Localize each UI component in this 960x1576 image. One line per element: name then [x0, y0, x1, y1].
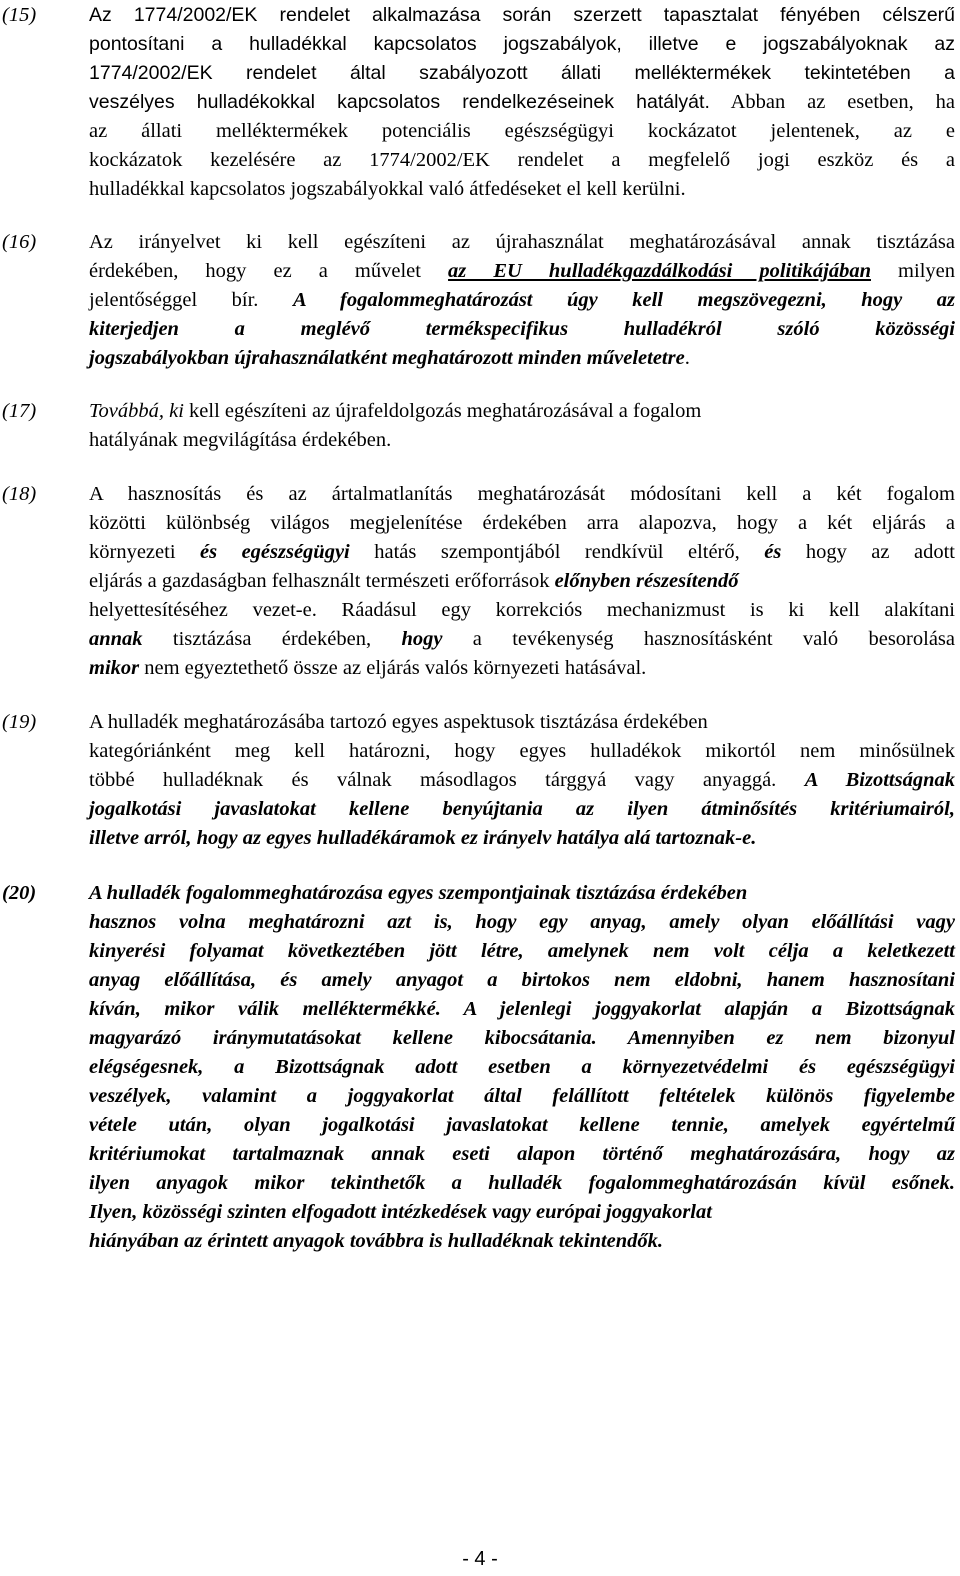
text-line	[89, 397, 955, 426]
amended-text: jogszabályokban újrahasználatként meghatározott minden műveletetre	[89, 347, 685, 369]
text-line: A hulladék fogalommeghatározása egyes szempontjainak tisztázása érdekében	[89, 882, 748, 904]
amended-text: A fogalommeghatározást úgy kell megszövegezni, hogy az	[292, 289, 956, 311]
text-run: hogy az adott	[781, 541, 955, 563]
amended-text: A Bizottságnak	[804, 769, 955, 791]
text-line	[89, 654, 955, 683]
text-run: környezeti	[89, 541, 201, 563]
text-line: veszélyek, valamint a joggyakorlat által felállított feltételek különös figyelembe	[89, 1085, 955, 1107]
text-line: hulladékkal kapcsolatos jogszabályokkal való átfedéseket el kell kerülni.	[89, 178, 686, 200]
text-line: Ilyen, közösségi szinten elfogadott intézkedések vagy európai joggyakorlat	[89, 1201, 712, 1223]
recital-number: (15)	[2, 4, 37, 26]
recital-text	[89, 397, 955, 455]
text-line: magyarázó iránymutatásokat kellene kibocsátania. Amennyiben ez nem bizonyul	[89, 1027, 955, 1049]
text-line: hasznos volna meghatározni azt is, hogy egy anyag, amely olyan előállítási vagy	[89, 911, 955, 933]
text-line: kategóriánként meg kell határozni, hogy egyes hulladékok mikortól nem minősülnek	[89, 740, 955, 762]
text-line	[89, 286, 955, 315]
text-run: milyen	[870, 260, 955, 282]
text-line: A hulladék meghatározásába tartozó egyes aspektusok tisztázása érdekében	[89, 711, 708, 733]
text-line: Az irányelvet ki kell egészíteni az újrahasználat meghatározásával annak tisztázása	[89, 231, 955, 253]
recital-number: (19)	[2, 711, 37, 733]
amended-text: az EU hulladékgazdálkodási politikájában	[448, 260, 871, 282]
amended-text: előnyben részesítendő	[554, 570, 739, 592]
text-run: a tevékenység hasznosításként való besorolása	[442, 628, 955, 650]
recital-number: (18)	[2, 483, 37, 505]
text-line: helyettesítéséhez vezet-e. Ráadásul egy korrekciós mechanizmust is ki kell alakítani	[89, 599, 955, 621]
text-run: veszélyes hulladékokkal kapcsolatos rendelkezéseinek hatályát.	[89, 91, 710, 113]
text-run: érdekében, hogy ez a művelet	[89, 260, 449, 282]
recital-number: (20)	[2, 882, 37, 904]
text-line: pontosítani a hulladékkal kapcsolatos jogszabályok, illetve e jogszabályoknak az	[89, 33, 955, 55]
text-line: kinyerési folyamat következtében jött létre, amelynek nem volt célja a keletkezett	[89, 940, 955, 962]
amended-text: hogy	[401, 628, 443, 650]
recital-number: (16)	[2, 231, 37, 253]
text-line	[89, 766, 955, 795]
text-line	[89, 567, 955, 596]
text-line: 1774/2002/EK rendelet által szabályozott állati melléktermékek tekintetében a	[89, 62, 955, 84]
page-number: - 4 -	[462, 1548, 498, 1570]
amended-text: annak	[89, 628, 143, 650]
text-line: hatályának megvilágítása érdekében.	[89, 429, 392, 451]
recital-text	[89, 1, 955, 204]
amended-text: és	[764, 541, 782, 563]
text-line	[89, 344, 955, 373]
amended-text: és egészségügyi	[200, 541, 350, 563]
text-line: kritériumokat tartalmaznak annak eseti alapon történő meghatározására, hogy az	[89, 1143, 955, 1165]
amended-text: kiterjedjen a meglévő termékspecifikus hulladékról szóló közösségi	[89, 318, 955, 340]
text-line: Az 1774/2002/EK rendelet alkalmazása során szerzett tapasztalat fényében célszerű	[89, 4, 955, 26]
text-line: kíván, mikor válik melléktermékké. A jelenlegi joggyakorlat alapján a Bizottságnak	[89, 998, 955, 1020]
recital-number: (17)	[2, 400, 37, 422]
amended-text: illetve arról, hogy az egyes hulladékáramok ez irányelv hatálya alá tartoznak-e.	[89, 827, 757, 849]
text-run: eljárás a gazdaságban felhasznált természeti erőforrások	[89, 570, 555, 592]
text-line: közötti különbség világos megjelenítése érdekében arra alapozva, hogy a két eljárás a	[89, 512, 955, 534]
text-run: nem egyeztethető össze az eljárás valós környezeti hatásával.	[139, 657, 647, 679]
text-run: többé hulladéknak és válnak másodlagos tárggyá vagy anyaggá.	[89, 769, 805, 791]
text-line	[89, 625, 955, 654]
text-line: vétele után, olyan jogalkotási javaslatokat kellene tennie, amelyek egyértelmű	[89, 1114, 955, 1136]
recital-text	[89, 708, 955, 853]
text-line: anyag előállítása, és amely anyagot a birtokos nem eldobni, hanem hasznosítani	[89, 969, 955, 991]
text-run: .	[684, 347, 690, 369]
text-run: Abban az esetben, ha	[709, 91, 955, 113]
text-line	[89, 88, 955, 117]
text-run: kell egészíteni az újrafeldolgozás meghatározásával a fogalom	[183, 400, 702, 422]
text-line: hiányában az érintett anyagok továbbra is hulladéknak tekintendők.	[89, 1230, 664, 1252]
text-line	[89, 538, 955, 567]
text-run: hatás szempontjából rendkívül eltérő,	[349, 541, 765, 563]
recital-text	[89, 480, 955, 683]
text-line: elégségesnek, a Bizottságnak adott esetben a környezetvédelmi és egészségügyi	[89, 1056, 955, 1078]
text-line: A hasznosítás és az ártalmatlanítás meghatározását módosítani kell a két fogalom	[89, 483, 955, 505]
text-line	[89, 257, 955, 286]
amended-text: Továbbá, ki	[89, 400, 184, 422]
text-run: tisztázása érdekében,	[142, 628, 402, 650]
text-line: kockázatok kezelésére az 1774/2002/EK rendelet a megfelelő jogi eszköz és a	[89, 149, 955, 171]
text-line: ilyen anyagok mikor tekinthetők a hulladék fogalommeghatározásán kívül esőnek.	[89, 1172, 955, 1194]
recital-text	[89, 228, 955, 373]
recital-text	[89, 879, 955, 1256]
text-line: az állati melléktermékek potenciális egészségügyi kockázatot jelentenek, az e	[89, 120, 955, 142]
amended-text: mikor	[89, 657, 140, 679]
text-run: jelentőséggel bír.	[89, 289, 293, 311]
amended-text: jogalkotási javaslatokat kellene benyújtania az ilyen átminősítés kritériumairól,	[89, 798, 955, 820]
